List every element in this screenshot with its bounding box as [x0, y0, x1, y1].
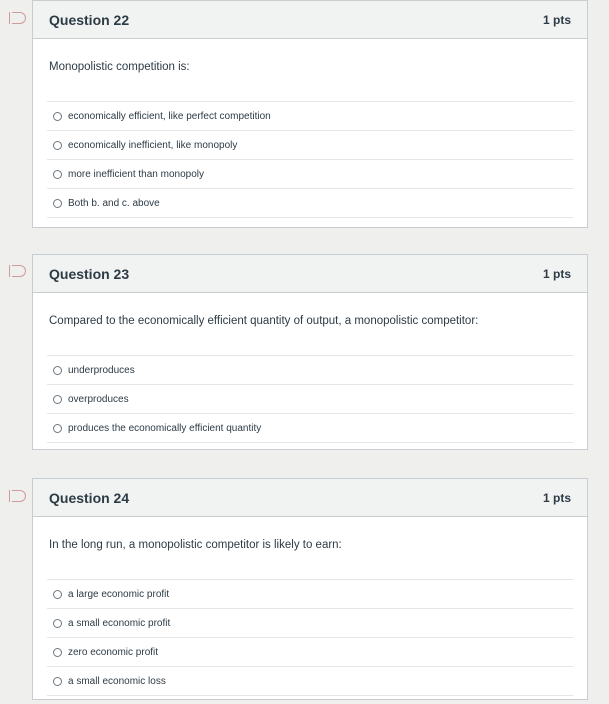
- radio-button[interactable]: [53, 366, 62, 375]
- answer-list: [47, 101, 573, 218]
- answer-label: overproduces: [68, 393, 129, 405]
- answer-option[interactable]: [47, 384, 573, 413]
- radio-button[interactable]: [53, 199, 62, 208]
- radio-button[interactable]: [53, 141, 62, 150]
- question-body: [33, 293, 587, 451]
- question-text: In the long run, a monopolistic competitor is likely to earn:: [49, 539, 342, 551]
- answer-option[interactable]: [47, 159, 573, 188]
- flag-question-23-icon[interactable]: [12, 265, 26, 277]
- answer-option[interactable]: [47, 101, 573, 130]
- answer-label: zero economic profit: [68, 646, 159, 658]
- answer-option[interactable]: [47, 355, 573, 384]
- radio-button[interactable]: [53, 648, 62, 657]
- answer-option[interactable]: [47, 608, 573, 637]
- answer-label: more inefficient than monopoly: [68, 168, 205, 180]
- answer-label: economically efficient, like perfect competition: [68, 110, 271, 122]
- answer-option[interactable]: [47, 666, 573, 696]
- question-header: [33, 255, 587, 293]
- question-points: 1 pts: [542, 490, 571, 505]
- question-points: 1 pts: [542, 266, 571, 281]
- question-title: Question 22: [49, 11, 130, 28]
- answer-option[interactable]: [47, 413, 573, 443]
- question-title: Question 24: [49, 489, 130, 506]
- radio-button[interactable]: [53, 424, 62, 433]
- question-23-card: [32, 254, 588, 450]
- answer-option[interactable]: [47, 130, 573, 159]
- flag-question-24-icon[interactable]: [12, 490, 26, 502]
- question-points: 1 pts: [542, 12, 571, 27]
- answer-option[interactable]: [47, 579, 573, 608]
- radio-button[interactable]: [53, 170, 62, 179]
- answer-label: economically inefficient, like monopoly: [68, 139, 238, 151]
- question-header: [33, 479, 587, 517]
- answer-label: a small economic loss: [68, 675, 166, 687]
- question-text: Compared to the economically efficient quantity of output, a monopolistic competitor:: [49, 315, 479, 327]
- answer-label: a large economic profit: [68, 588, 170, 600]
- question-title: Question 23: [49, 265, 130, 282]
- answer-list: [47, 579, 573, 696]
- question-24-card: [32, 478, 588, 700]
- radio-button[interactable]: [53, 677, 62, 686]
- radio-button[interactable]: [53, 590, 62, 599]
- answer-list: [47, 355, 573, 443]
- radio-button[interactable]: [53, 112, 62, 121]
- question-22-card: [32, 0, 588, 228]
- question-body: [33, 39, 587, 226]
- question-text: Monopolistic competition is:: [49, 61, 190, 73]
- answer-label: underproduces: [68, 364, 135, 376]
- question-header: [33, 1, 587, 39]
- flag-question-22-icon[interactable]: [12, 12, 26, 24]
- answer-option[interactable]: [47, 637, 573, 666]
- answer-label: Both b. and c. above: [68, 197, 160, 209]
- answer-option[interactable]: [47, 188, 573, 218]
- question-body: [33, 517, 587, 704]
- answer-label: a small economic profit: [68, 617, 171, 629]
- radio-button[interactable]: [53, 619, 62, 628]
- answer-label: produces the economically efficient quantity: [68, 422, 262, 434]
- radio-button[interactable]: [53, 395, 62, 404]
